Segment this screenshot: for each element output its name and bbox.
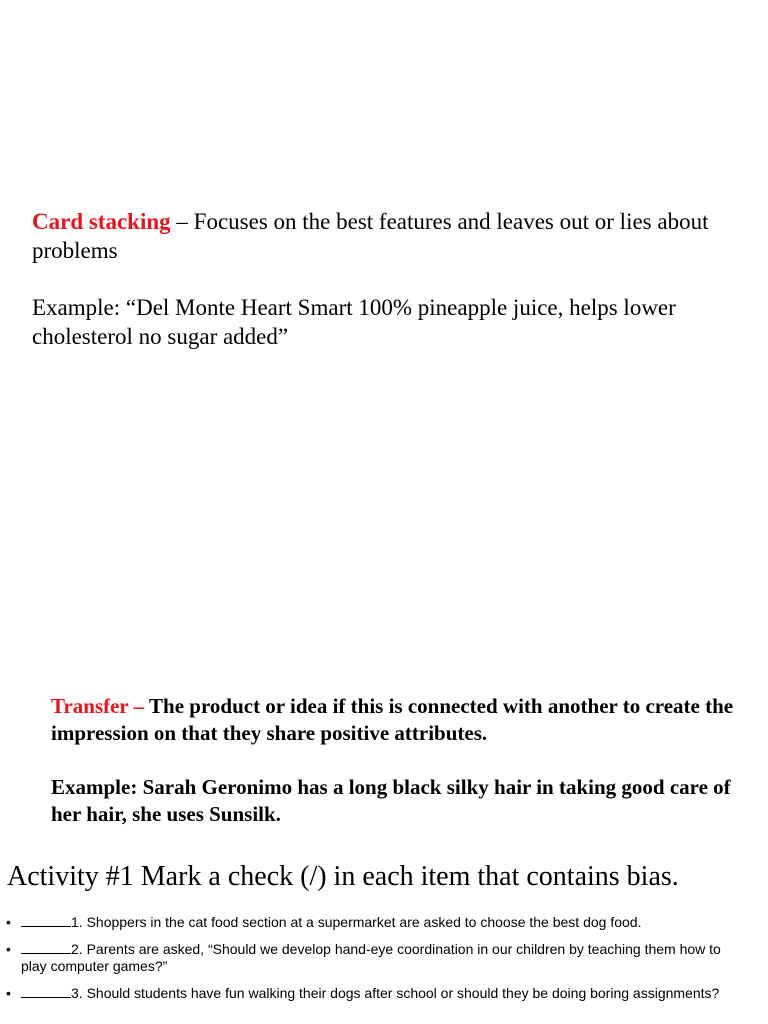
activity-title: Activity #1 Mark a check (/) in each item that contains bias. xyxy=(7,861,679,892)
item-text: 2. Parents are asked, “Should we develop hand-eye coordination in our children by teaching them how to play computer games?” xyxy=(21,941,721,974)
bullet-icon: • xyxy=(6,985,11,1001)
card-stacking-definition-text: Focuses on the best features and leaves out or lies about problems xyxy=(32,209,709,263)
transfer-definition xyxy=(51,693,751,747)
list-item xyxy=(0,914,768,931)
card-stacking-term: Card stacking xyxy=(32,209,171,234)
slide-transfer xyxy=(0,512,768,1024)
item-text: 3. Should students have fun walking their dogs after school or should they be doing boring assignments? xyxy=(71,985,720,1001)
answer-blank[interactable] xyxy=(21,985,71,998)
transfer-definition-text: The product or idea if this is connected with another to create the impression on that they share positive attributes. xyxy=(51,694,734,745)
bullet-icon: • xyxy=(6,941,11,957)
card-stacking-separator: – xyxy=(170,209,194,234)
list-item xyxy=(0,941,768,975)
item-text: 1. Shoppers in the cat food section at a supermarket are asked to choose the best dog food. xyxy=(71,914,642,930)
bullet-icon: • xyxy=(6,914,11,930)
card-stacking-example: Example: “Del Monte Heart Smart 100% pineapple juice, helps lower cholesterol no sugar added” xyxy=(32,295,676,349)
transfer-example: Example: Sarah Geronimo has a long black silky hair in taking good care of her hair, she uses Sunsilk. xyxy=(51,775,731,826)
answer-blank[interactable] xyxy=(21,941,71,954)
activity-list xyxy=(0,914,768,1012)
answer-blank[interactable] xyxy=(21,914,71,927)
list-item xyxy=(0,985,768,1002)
transfer-term: Transfer – xyxy=(51,694,145,718)
card-stacking-definition xyxy=(32,207,732,265)
